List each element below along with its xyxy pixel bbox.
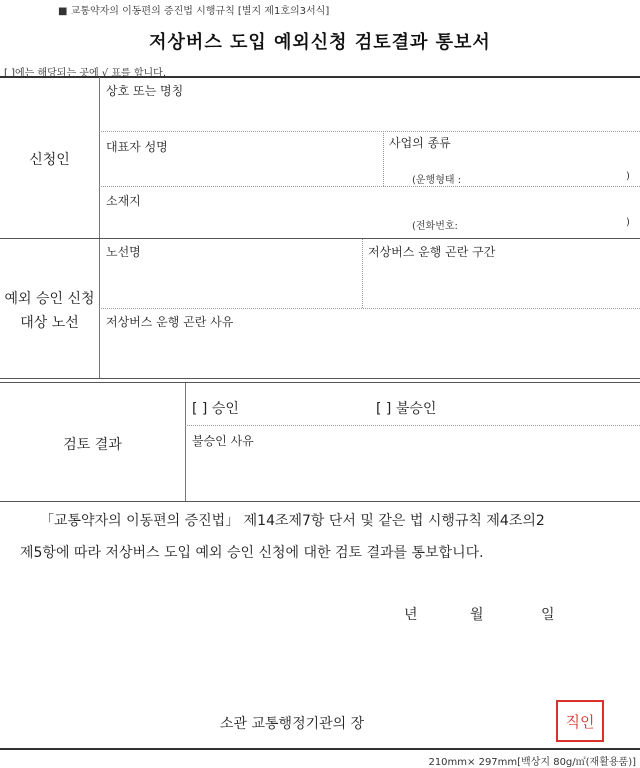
- route-section-label-line2: 대상 노선: [20, 315, 79, 331]
- operation-type-close: ): [626, 171, 630, 182]
- date-day: 일: [541, 607, 555, 623]
- authority-name: 소관 교통행정기관의 장: [220, 716, 365, 732]
- date-month: 월: [470, 607, 484, 623]
- applicant-row-divider-1: [99, 131, 640, 132]
- approve-checkbox[interactable]: [ ] 승인: [192, 401, 239, 417]
- seal-text: 직인: [565, 712, 595, 731]
- review-row-divider: [185, 425, 640, 426]
- difficult-section-divider: [362, 239, 363, 308]
- notice-line-1: 「교통약자의 이동편의 증진법」 제14조제7항 단서 및 같은 법 시행규칙 제4조의2: [40, 513, 545, 529]
- date-year: 년: [404, 607, 418, 623]
- route-row-divider: [99, 308, 640, 309]
- official-seal: [556, 700, 604, 742]
- instruction-note: [ ]에는 해당되는 곳에 √ 표를 합니다.: [4, 68, 167, 79]
- phone-label: (전화번호:: [412, 221, 458, 232]
- top-border: [0, 76, 640, 78]
- business-type-divider: [383, 131, 384, 186]
- route-section-label-line1: 예외 승인 신청: [4, 291, 95, 307]
- document-title: 저상버스 도입 예외신청 검토결과 통보서: [149, 32, 491, 53]
- applicant-row-divider-2: [99, 186, 640, 187]
- reject-checkbox[interactable]: [ ] 불승인: [376, 401, 437, 417]
- operation-type-label: (운행형태 :: [412, 175, 462, 186]
- paper-spec: 210mm× 297mm[백상지 80g/㎡(재활용품)]: [428, 757, 636, 768]
- bottom-border: [0, 748, 640, 750]
- route-top-border: [0, 238, 640, 239]
- business-type-label: 사업의 종류: [389, 136, 451, 150]
- review-top-border-1: [0, 378, 640, 379]
- reject-reason-label: 불승인 사유: [192, 434, 254, 448]
- review-top-border-2: [0, 382, 640, 383]
- difficult-reason-label: 저상버스 운행 곤란 사유: [106, 315, 234, 329]
- law-reference: ■ 교통약자의 이동편의 증진법 시행규칙 [별지 제1호의3서식]: [58, 6, 330, 17]
- notice-line-2: 제5항에 따라 저상버스 도입 예외 승인 신청에 대한 검토 결과를 통보합니다.: [20, 545, 484, 561]
- applicant-divider: [99, 77, 100, 238]
- route-name-label: 노선명: [106, 245, 141, 259]
- applicant-section-label: 신청인: [29, 152, 70, 168]
- review-bottom-border: [0, 501, 640, 502]
- representative-label: 대표자 성명: [106, 140, 168, 154]
- phone-close: ): [626, 217, 630, 228]
- address-label: 소재지: [106, 194, 141, 208]
- review-section-label: 검토 결과: [63, 437, 122, 453]
- review-divider: [185, 383, 186, 501]
- business-name-label: 상호 또는 명칭: [106, 84, 184, 98]
- difficult-section-label: 저상버스 운행 곤란 구간: [368, 245, 496, 259]
